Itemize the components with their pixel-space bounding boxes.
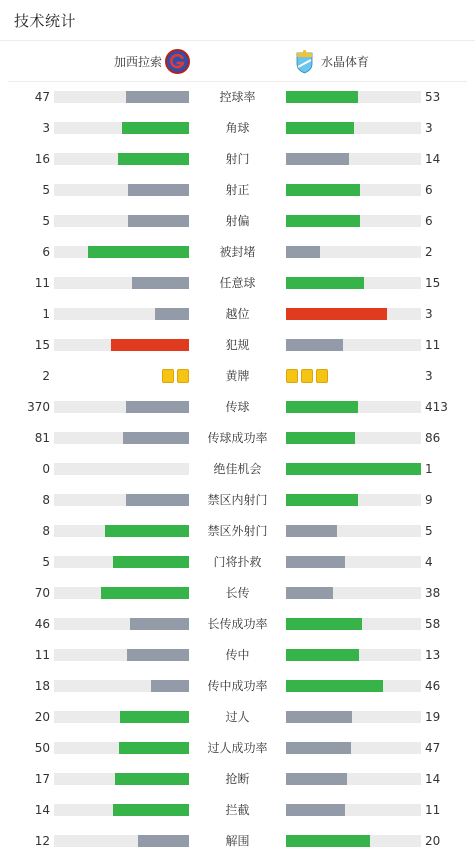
away-bar-fill xyxy=(286,494,358,506)
home-value: 3 xyxy=(42,121,50,135)
home-bar-fill xyxy=(118,153,190,165)
home-bar-track xyxy=(54,773,189,785)
home-bar-fill xyxy=(113,556,189,568)
home-value: 15 xyxy=(34,338,50,352)
away-bar-fill xyxy=(286,835,370,847)
away-bar-fill xyxy=(286,277,364,289)
stat-label: 控球率 xyxy=(219,90,256,104)
away-bar-fill xyxy=(286,711,352,723)
home-bar-fill xyxy=(126,91,189,103)
home-bar-track xyxy=(54,587,189,599)
away-bar-track xyxy=(286,339,421,351)
stat-row xyxy=(0,423,475,454)
home-bar-fill xyxy=(151,680,189,692)
away-bar-fill xyxy=(286,215,360,227)
home-bar-fill xyxy=(138,835,189,847)
home-value: 11 xyxy=(34,648,50,662)
home-bar-fill xyxy=(113,804,189,816)
home-bar-fill xyxy=(105,525,189,537)
home-bar-track xyxy=(54,835,189,847)
home-value: 17 xyxy=(34,772,50,786)
away-value: 2 xyxy=(425,245,433,259)
away-bar-track xyxy=(286,215,421,227)
away-bar-fill xyxy=(286,773,347,785)
page-title: 技术统计 xyxy=(14,11,77,30)
away-value: 20 xyxy=(425,834,441,848)
home-bar-fill xyxy=(120,711,189,723)
away-bar-fill xyxy=(286,122,354,134)
home-bar-track xyxy=(54,339,189,351)
home-bar-fill xyxy=(128,215,189,227)
home-value: 0 xyxy=(42,462,50,476)
stat-row xyxy=(0,764,475,795)
home-bar-fill xyxy=(101,587,189,599)
stat-label: 绝佳机会 xyxy=(213,462,262,476)
home-bar-track xyxy=(54,711,189,723)
home-value: 2 xyxy=(42,369,50,383)
home-value: 18 xyxy=(34,679,50,693)
away-team[interactable] xyxy=(292,49,369,74)
away-bar-fill xyxy=(286,401,358,413)
away-bar-fill xyxy=(286,742,351,754)
stat-label: 传中成功率 xyxy=(207,679,268,693)
away-bar-track xyxy=(286,742,421,754)
away-bar-track xyxy=(286,835,421,847)
away-bar-fill xyxy=(286,804,345,816)
stat-row xyxy=(0,795,475,826)
stat-label: 传球 xyxy=(225,400,250,414)
stat-row xyxy=(0,237,475,268)
home-value: 370 xyxy=(27,400,50,414)
stat-row xyxy=(0,206,475,237)
home-bar-track xyxy=(54,122,189,134)
away-value: 11 xyxy=(425,803,441,817)
away-value: 86 xyxy=(425,431,441,445)
away-team-logo-icon xyxy=(292,49,317,74)
stat-label: 长传成功率 xyxy=(207,617,268,631)
away-value: 47 xyxy=(425,741,441,755)
stat-label: 射正 xyxy=(225,183,250,197)
away-bar-track xyxy=(286,91,421,103)
away-value: 38 xyxy=(425,586,441,600)
stat-row xyxy=(0,640,475,671)
away-value: 1 xyxy=(425,462,433,476)
stats-list xyxy=(0,82,475,857)
away-value: 15 xyxy=(425,276,441,290)
stat-label: 禁区内射门 xyxy=(207,493,268,507)
away-value: 19 xyxy=(425,710,441,724)
away-bar-fill xyxy=(286,432,355,444)
stat-label: 越位 xyxy=(225,307,250,321)
stat-row xyxy=(0,516,475,547)
teams-bar xyxy=(8,41,467,82)
away-yellow-cards xyxy=(286,369,328,383)
stat-row xyxy=(0,361,475,392)
stat-label: 门将扑救 xyxy=(213,555,262,569)
home-value: 8 xyxy=(42,524,50,538)
stat-label: 射偏 xyxy=(225,214,250,228)
away-value: 14 xyxy=(425,772,441,786)
away-value: 53 xyxy=(425,90,441,104)
home-bar-fill xyxy=(127,649,189,661)
away-value: 11 xyxy=(425,338,441,352)
home-bar-fill xyxy=(128,184,189,196)
stat-label: 任意球 xyxy=(219,276,256,290)
away-value: 4 xyxy=(425,555,433,569)
stat-row xyxy=(0,392,475,423)
stat-label: 被封堵 xyxy=(219,245,256,259)
stat-label: 犯规 xyxy=(225,338,250,352)
home-team-logo-icon xyxy=(165,49,190,74)
away-value: 14 xyxy=(425,152,441,166)
stat-label: 长传 xyxy=(225,586,250,600)
away-value: 58 xyxy=(425,617,441,631)
yellow-card-icon xyxy=(177,369,189,383)
stat-row xyxy=(0,82,475,113)
home-bar-fill xyxy=(115,773,189,785)
home-value: 50 xyxy=(34,741,50,755)
away-value: 46 xyxy=(425,679,441,693)
home-bar-track xyxy=(54,463,189,475)
away-bar-track xyxy=(286,587,421,599)
home-bar-track xyxy=(54,804,189,816)
away-bar-track xyxy=(286,494,421,506)
away-bar-fill xyxy=(286,308,387,320)
home-value: 46 xyxy=(34,617,50,631)
stat-row xyxy=(0,733,475,764)
home-bar-track xyxy=(54,277,189,289)
yellow-card-icon xyxy=(162,369,174,383)
home-value: 8 xyxy=(42,493,50,507)
home-value: 16 xyxy=(34,152,50,166)
away-value: 413 xyxy=(425,400,448,414)
stat-row xyxy=(0,609,475,640)
away-bar-track xyxy=(286,401,421,413)
stat-row xyxy=(0,268,475,299)
away-value: 6 xyxy=(425,183,433,197)
home-value: 81 xyxy=(34,431,50,445)
stat-label: 过人成功率 xyxy=(207,741,268,755)
away-value: 13 xyxy=(425,648,441,662)
away-value: 3 xyxy=(425,121,433,135)
home-bar-fill xyxy=(111,339,189,351)
away-bar-track xyxy=(286,432,421,444)
stat-label: 射门 xyxy=(225,152,250,166)
home-bar-track xyxy=(54,91,189,103)
away-bar-fill xyxy=(286,339,343,351)
away-bar-track xyxy=(286,184,421,196)
home-bar-fill xyxy=(155,308,189,320)
stat-label: 传球成功率 xyxy=(207,431,268,445)
home-bar-track xyxy=(54,184,189,196)
home-bar-track xyxy=(54,153,189,165)
away-bar-track xyxy=(286,711,421,723)
away-bar-fill xyxy=(286,680,383,692)
stat-label: 抢断 xyxy=(225,772,250,786)
stat-row xyxy=(0,547,475,578)
stat-row xyxy=(0,113,475,144)
away-bar-fill xyxy=(286,649,359,661)
stats-header xyxy=(0,0,475,41)
stat-row xyxy=(0,578,475,609)
away-bar-fill xyxy=(286,184,360,196)
home-bar-track xyxy=(54,649,189,661)
home-value: 1 xyxy=(42,307,50,321)
away-bar-track xyxy=(286,773,421,785)
home-bar-fill xyxy=(123,432,189,444)
away-bar-track xyxy=(286,680,421,692)
away-bar-track xyxy=(286,618,421,630)
home-bar-track xyxy=(54,246,189,258)
home-bar-fill xyxy=(122,122,190,134)
away-bar-track xyxy=(286,556,421,568)
stat-label: 解围 xyxy=(225,834,250,848)
away-bar-fill xyxy=(286,91,358,103)
home-bar-fill xyxy=(126,494,189,506)
stat-label: 角球 xyxy=(225,121,250,135)
away-team-name: 水晶体育 xyxy=(321,55,370,69)
away-bar-fill xyxy=(286,556,345,568)
away-bar-fill xyxy=(286,618,362,630)
home-value: 20 xyxy=(34,710,50,724)
home-value: 6 xyxy=(42,245,50,259)
home-value: 5 xyxy=(42,555,50,569)
away-bar-track xyxy=(286,122,421,134)
away-value: 3 xyxy=(425,369,433,383)
away-bar-fill xyxy=(286,587,333,599)
home-value: 5 xyxy=(42,214,50,228)
stat-row xyxy=(0,175,475,206)
home-bar-track xyxy=(54,680,189,692)
home-bar-track xyxy=(54,742,189,754)
home-value: 12 xyxy=(34,834,50,848)
stat-row xyxy=(0,299,475,330)
home-bar-fill xyxy=(88,246,189,258)
yellow-card-icon xyxy=(316,369,328,383)
home-bar-fill xyxy=(126,401,189,413)
stat-row xyxy=(0,671,475,702)
away-value: 9 xyxy=(425,493,433,507)
home-team[interactable] xyxy=(114,49,190,74)
home-bar-track xyxy=(54,525,189,537)
away-bar-track xyxy=(286,525,421,537)
away-bar-track xyxy=(286,463,421,475)
home-value: 70 xyxy=(34,586,50,600)
home-bar-fill xyxy=(119,742,189,754)
stat-label: 拦截 xyxy=(225,803,250,817)
home-value: 47 xyxy=(34,90,50,104)
away-bar-track xyxy=(286,246,421,258)
away-bar-track xyxy=(286,308,421,320)
away-bar-track xyxy=(286,649,421,661)
home-value: 5 xyxy=(42,183,50,197)
home-bar-fill xyxy=(132,277,189,289)
stat-row xyxy=(0,702,475,733)
home-value: 11 xyxy=(34,276,50,290)
away-bar-track xyxy=(286,153,421,165)
away-bar-fill xyxy=(286,153,349,165)
home-bar-track xyxy=(54,308,189,320)
stat-label: 禁区外射门 xyxy=(207,524,268,538)
away-bar-fill xyxy=(286,246,320,258)
away-value: 6 xyxy=(425,214,433,228)
yellow-card-icon xyxy=(301,369,313,383)
home-value: 14 xyxy=(34,803,50,817)
home-bar-track xyxy=(54,215,189,227)
away-bar-fill xyxy=(286,463,421,475)
yellow-card-icon xyxy=(286,369,298,383)
away-bar-track xyxy=(286,277,421,289)
home-team-name: 加西拉索 xyxy=(113,55,162,69)
away-value: 3 xyxy=(425,307,433,321)
home-bar-track xyxy=(54,401,189,413)
home-bar-track xyxy=(54,556,189,568)
stat-row xyxy=(0,826,475,857)
home-yellow-cards xyxy=(162,369,189,383)
stat-label: 黄牌 xyxy=(225,369,250,383)
home-bar-track xyxy=(54,494,189,506)
stat-row xyxy=(0,485,475,516)
home-bar-track xyxy=(54,432,189,444)
home-bar-track xyxy=(54,618,189,630)
stat-row xyxy=(0,330,475,361)
away-value: 5 xyxy=(425,524,433,538)
home-bar-fill xyxy=(130,618,189,630)
stat-label: 传中 xyxy=(225,648,250,662)
stat-row xyxy=(0,454,475,485)
stat-label: 过人 xyxy=(225,710,250,724)
away-bar-track xyxy=(286,804,421,816)
stat-row xyxy=(0,144,475,175)
away-bar-fill xyxy=(286,525,337,537)
